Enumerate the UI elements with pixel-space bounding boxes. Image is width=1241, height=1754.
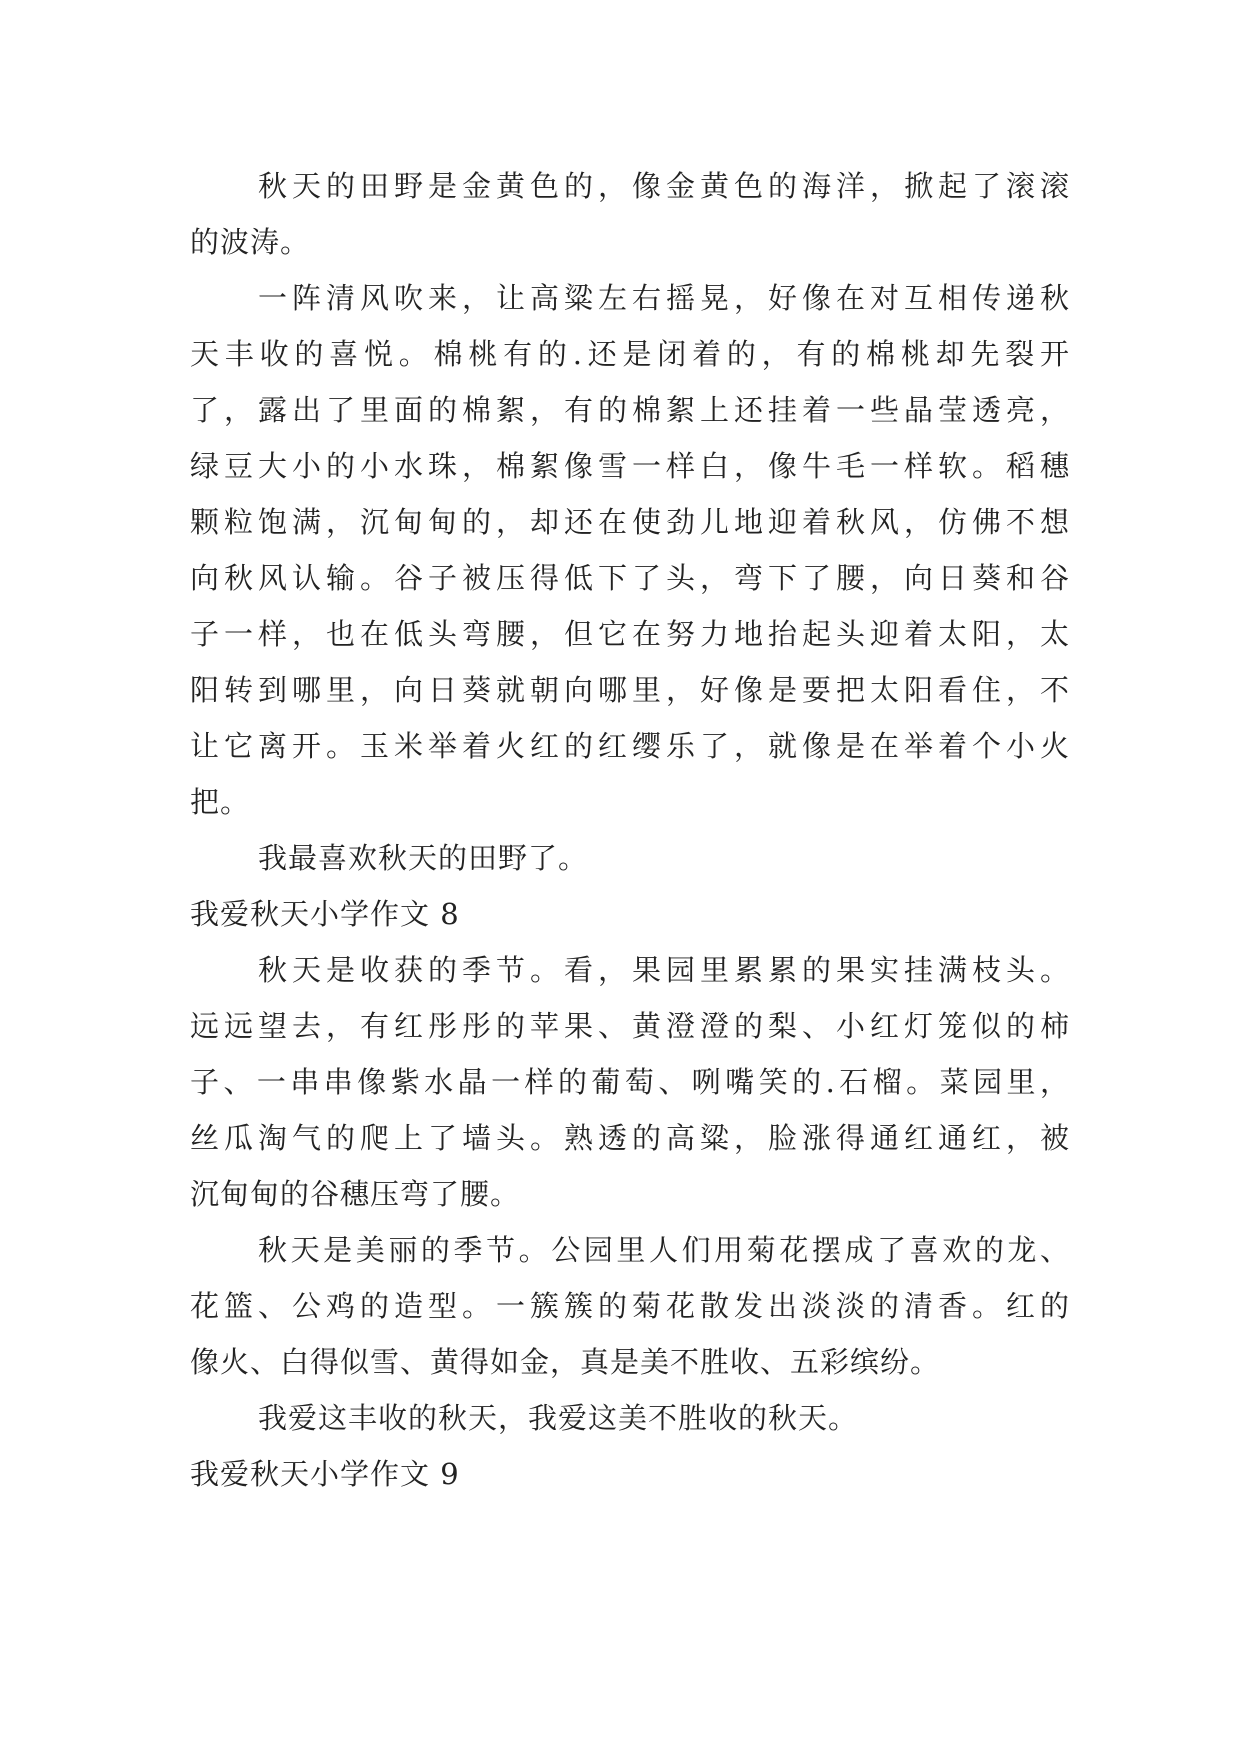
paragraph-line: 秋天是美丽的季节。公园里人们用菊花摆成了喜欢的龙、 bbox=[258, 1233, 1070, 1267]
paragraph-line: 天丰收的喜悦。棉桃有的.还是闭着的，有的棉桃却先裂开 bbox=[190, 337, 1070, 371]
section-heading: 我爱秋天小学作文 8 bbox=[190, 897, 460, 931]
paragraph-line: 我最喜欢秋天的田野了。 bbox=[258, 841, 589, 875]
paragraph-line: 让它离开。玉米举着火红的红缨乐了，就像是在举着个小火 bbox=[190, 729, 1070, 763]
paragraph-line: 的波涛。 bbox=[190, 225, 311, 259]
paragraph-line: 子一样，也在低头弯腰，但它在努力地抬起头迎着太阳，太 bbox=[190, 617, 1070, 651]
paragraph-line: 沉甸甸的谷穗压弯了腰。 bbox=[190, 1177, 521, 1211]
paragraph-line: 子、一串串像紫水晶一样的葡萄、咧嘴笑的.石榴。菜园里， bbox=[190, 1065, 1070, 1099]
paragraph-line: 了，露出了里面的棉絮，有的棉絮上还挂着一些晶莹透亮， bbox=[190, 393, 1070, 427]
paragraph-line: 秋天是收获的季节。看，果园里累累的果实挂满枝头。 bbox=[258, 953, 1070, 987]
paragraph-line: 向秋风认输。谷子被压得低下了头，弯下了腰，向日葵和谷 bbox=[190, 561, 1070, 595]
paragraph-line: 花篮、公鸡的造型。一簇簇的菊花散发出淡淡的清香。红的 bbox=[190, 1289, 1070, 1323]
paragraph-line: 绿豆大小的小水珠，棉絮像雪一样白，像牛毛一样软。稻穗 bbox=[190, 449, 1070, 483]
paragraph-line: 我爱这丰收的秋天，我爱这美不胜收的秋天。 bbox=[258, 1401, 859, 1435]
paragraph-line: 秋天的田野是金黄色的，像金黄色的海洋，掀起了滚滚 bbox=[258, 169, 1070, 203]
paragraph-line: 像火、白得似雪、黄得如金，真是美不胜收、五彩缤纷。 bbox=[190, 1345, 941, 1379]
paragraph-line: 一阵清风吹来，让高粱左右摇晃，好像在对互相传递秋 bbox=[258, 281, 1070, 315]
paragraph-line: 颗粒饱满，沉甸甸的，却还在使劲儿地迎着秋风，仿佛不想 bbox=[190, 505, 1070, 539]
paragraph-line: 远远望去，有红彤彤的苹果、黄澄澄的梨、小红灯笼似的柿 bbox=[190, 1009, 1070, 1043]
paragraph-line: 阳转到哪里，向日葵就朝向哪里，好像是要把太阳看住，不 bbox=[190, 673, 1070, 707]
paragraph-line: 把。 bbox=[190, 785, 251, 819]
section-heading: 我爱秋天小学作文 9 bbox=[190, 1457, 460, 1491]
paragraph-line: 丝瓜淘气的爬上了墙头。熟透的高粱，脸涨得通红通红，被 bbox=[190, 1121, 1070, 1155]
